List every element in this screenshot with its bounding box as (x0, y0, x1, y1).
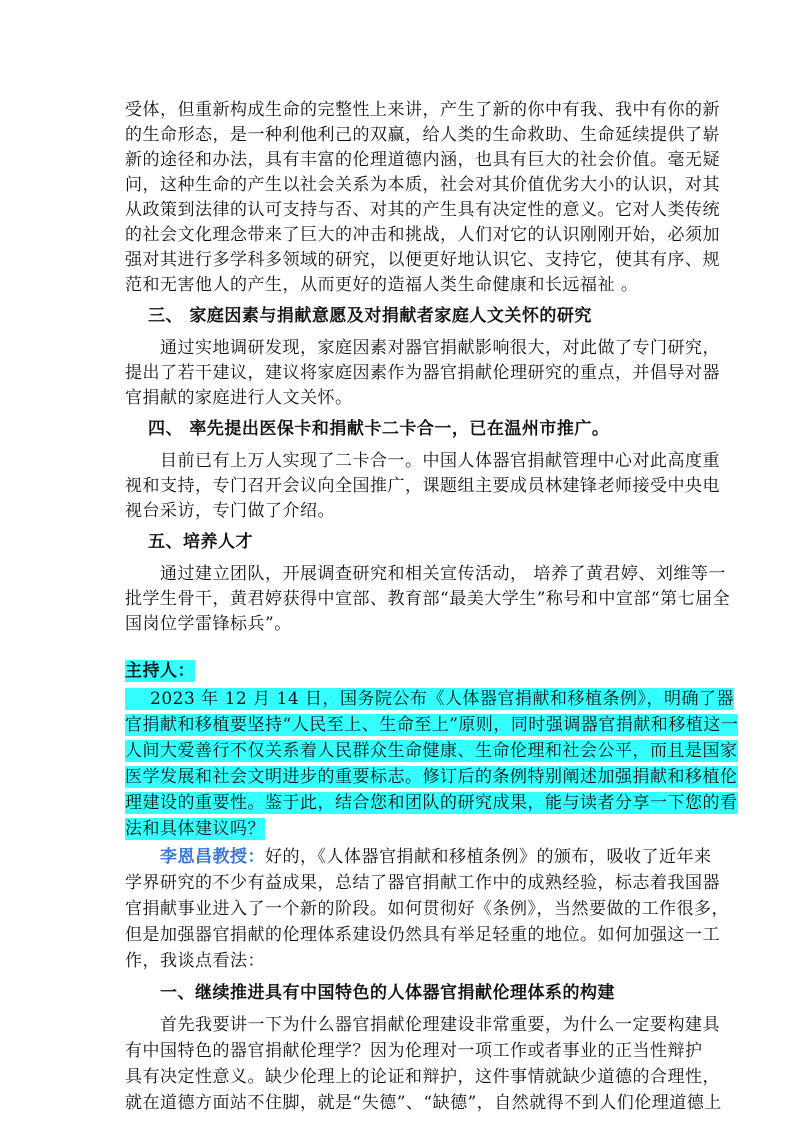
host-question-line: 官捐献和移植要坚持“人民至上、生命至上”原则，同时强调器官捐献和移植这一 (125, 715, 739, 735)
host-question-line: 人间大爱善行不仅关系着人民群众生命健康、生命伦理和社会公平，而且是国家 (125, 741, 738, 761)
host-question-line: 医学发展和社会文明进步的重要标志。修订后的条例特别阐述加强捐献和移植伦 (125, 767, 738, 787)
host-label: 主持人： (125, 661, 195, 681)
paragraph-line: 强对其进行多学科多领域的研究，以便更好地认识它、支持它，使其有序、规 (125, 250, 720, 270)
paragraph-line: 官捐献的家庭进行人文关怀。 (125, 388, 353, 408)
section-heading: 一、继续推进具有中国特色的人体器官捐献伦理体系的构建 (160, 983, 615, 1003)
paragraph-line: 视台采访，专门做了介绍。 (125, 501, 335, 521)
paragraph-line: 国岗位学雷锋标兵”。 (125, 614, 292, 634)
professor-name: 李恩昌教授： (160, 847, 265, 867)
paragraph-line: 的社会文化理念带来了巨大的冲击和挑战，人们对它的认识刚刚开始，必须加 (125, 225, 720, 245)
paragraph-line: 就在道德方面站不住脚，就是“失德”、“缺德”，自然就得不到人们伦理道德上 (125, 1093, 722, 1113)
paragraph-line: 从政策到法律的认可支持与否、对其的产生具有决定性的意义。它对人类传统 (125, 200, 720, 220)
paragraph-line: 首先我要讲一下为什么器官捐献伦理建设非常重要，为什么一定要构建具 (160, 1015, 720, 1035)
paragraph-line: 有中国特色的器官捐献伦理学？因为伦理对一项工作或者事业的正当性辩护 (125, 1041, 703, 1061)
host-question-line: 2023 年 12 月 14 日，国务院公布《人体器官捐献和移植条例》，明确了器 (125, 688, 734, 710)
paragraph-line: 通过实地调研发现，家庭因素对器官捐献影响很大，对此做了专门研究， (160, 338, 720, 358)
paragraph-line: 通过建立团队，开展调查研究和相关宣传活动， 培养了黄君婷、刘维等一 (160, 564, 726, 584)
paragraph-line: 目前已有上万人实现了二卡合一。中国人体器官捐献管理中心对此高度重 (160, 451, 720, 471)
paragraph-line: 好的，《人体器官捐献和移植条例》的颁布，吸收了近年来 (265, 847, 712, 867)
paragraph-line: 具有决定性意义。缺少伦理上的论证和辩护，这件事情就缺少道德的合理性， (125, 1067, 720, 1087)
section-heading: 五、培养人才 (148, 532, 253, 552)
paragraph-line: 视和支持，专门召开会议向全国推广，课题组主要成员林建锋老师接受中央电 (125, 476, 720, 496)
paragraph-line: 范和无害他人的产生，从而更好的造福人类生命健康和长远福祉 。 (125, 275, 639, 295)
host-question-line: 理建设的重要性。鉴于此，结合您和团队的研究成果，能与读者分享一下您的看 (125, 793, 738, 813)
paragraph-line: 提出了若干建议，建议将家庭因素作为器官捐献伦理研究的重点，并倡导对器 (125, 363, 720, 383)
host-question-line: 法和具体建议吗？ (125, 819, 265, 839)
professor-answer-first-line (160, 846, 712, 868)
section-heading: 四、 率先提出医保卡和捐献卡二卡合一，已在温州市推广。 (148, 419, 610, 439)
paragraph-line: 但是加强器官捐献的伦理体系建设仍然具有举足轻重的地位。如何加强这一工 (125, 925, 720, 945)
paragraph-line: 的生命形态，是一种利他利己的双赢，给人类的生命救助、生命延续提供了崭 (125, 125, 720, 145)
paragraph-line: 官捐献事业进入了一个新的阶段。如何贯彻好《条例》，当然要做的工作很多， (125, 899, 729, 919)
paragraph-line: 新的途径和办法，具有丰富的伦理道德内涵，也具有巨大的社会价值。毫无疑 (125, 150, 720, 170)
paragraph-line: 学界研究的不少有益成果，总结了器官捐献工作中的成熟经验，标志着我国器 (125, 873, 720, 893)
section-heading: 三、 家庭因素与捐献意愿及对捐献者家庭人文关怀的研究 (148, 306, 592, 326)
paragraph-line: 受体，但重新构成生命的完整性上来讲，产生了新的你中有我、我中有你的新 (125, 100, 720, 120)
paragraph-line: 作，我谈点看法： (125, 951, 265, 971)
paragraph-line: 批学生骨干，黄君婷获得中宣部、教育部“最美大学生”称号和中宣部“第七届全 (125, 589, 731, 609)
paragraph-line: 问，这种生命的产生以社会关系为本质，社会对其价值优劣大小的认识，对其 (125, 175, 720, 195)
